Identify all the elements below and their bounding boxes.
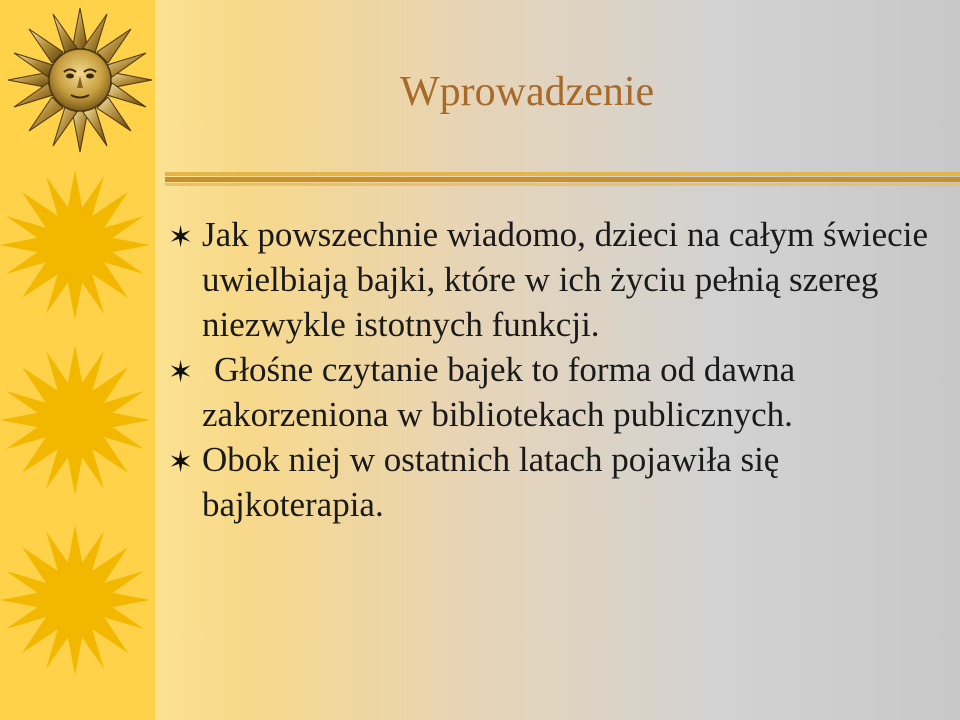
- bullet-item: [168, 212, 948, 347]
- slide-title: Wprowadzenie: [400, 69, 655, 115]
- sun-icon: [0, 345, 150, 495]
- bullet-item: [168, 347, 948, 437]
- sun-icon: [0, 170, 150, 320]
- bullet-text: Głośne czytanie bajek to forma od dawna zakorzeniona w bibliotekach publicznych.: [202, 350, 796, 434]
- sun-icon: [0, 525, 150, 675]
- star-bullet-icon: ✶: [168, 446, 194, 479]
- bullet-text: Jak powszechnie wiadomo, dzieci na całym świecie uwielbiają bajki, które w ich życiu pełnią szereg niezwykle istotnych funkcji.: [202, 215, 928, 344]
- star-bullet-icon: ✶: [168, 221, 194, 254]
- bullet-item: [168, 437, 948, 527]
- star-bullet-icon: ✶: [168, 356, 194, 389]
- bullet-list: [168, 212, 948, 527]
- title-divider: [165, 172, 960, 186]
- bullet-text: Obok niej w ostatnich latach pojawiła się bajkoterapia.: [202, 440, 780, 524]
